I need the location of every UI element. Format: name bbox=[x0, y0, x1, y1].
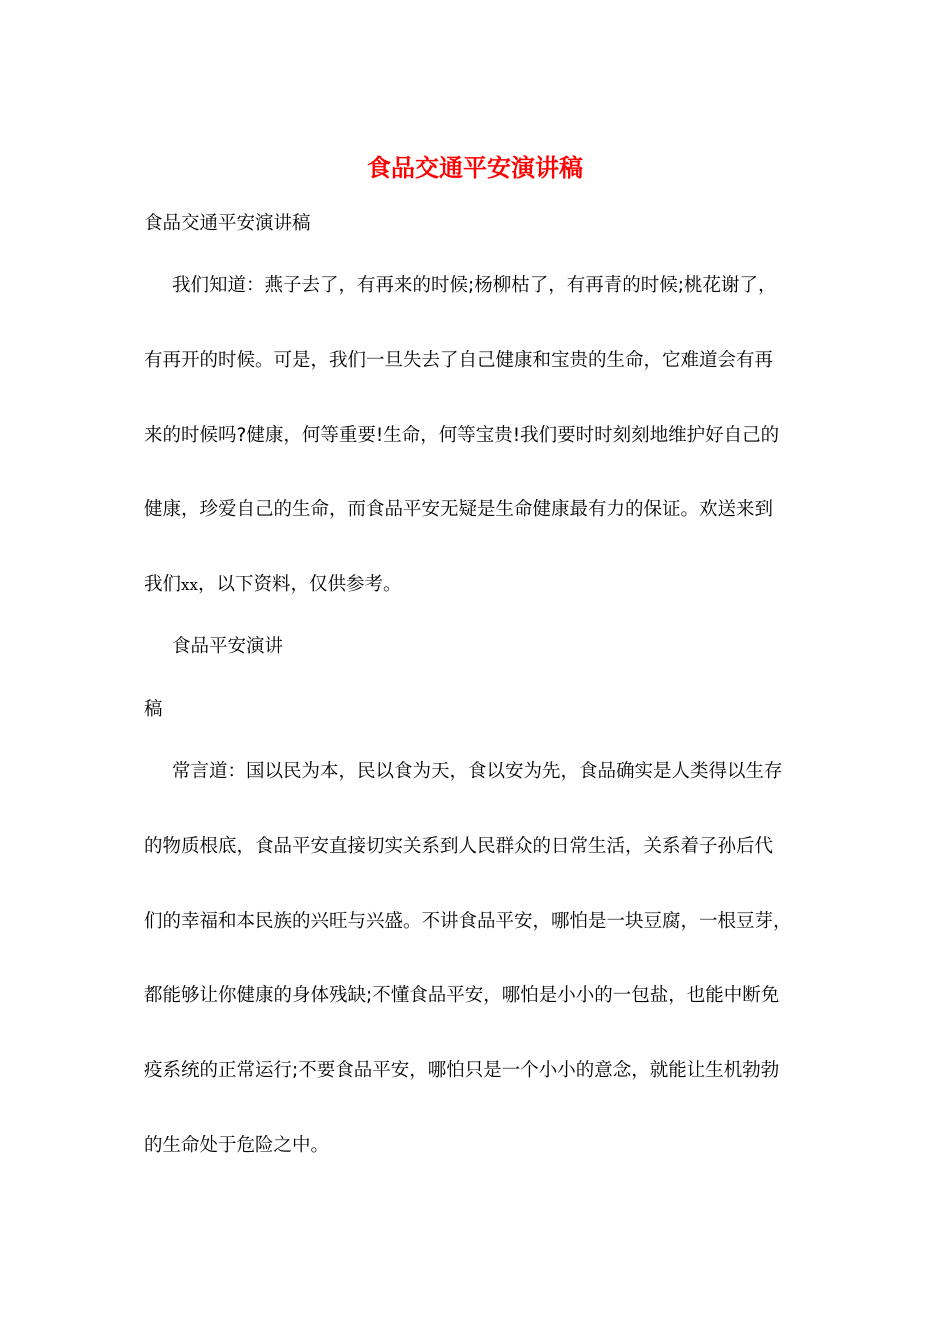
paragraph-1-line-5 bbox=[144, 572, 401, 598]
paragraph-1-line-1: 我们知道：燕子去了，有再来的时候;杨柳枯了，有再青的时候;桃花谢了， bbox=[172, 275, 777, 296]
paragraph-2-line-3: 们的幸福和本民族的兴旺与兴盛。不讲食品平安，哪怕是一块豆腐，一根豆芽， bbox=[144, 911, 792, 932]
placeholder-text: xx bbox=[181, 576, 198, 594]
paragraph-1-line-5-pre: 我们 bbox=[144, 574, 182, 595]
paragraph-1-line-2: 有再开的时候。可是，我们一旦失去了自己健康和宝贵的生命，它难道会有再 bbox=[144, 350, 774, 371]
paragraph-2-line-5: 疫系统的正常运行;不要食品平安，哪怕只是一个小小的意念，就能让生机勃勃 bbox=[144, 1060, 780, 1081]
paragraph-1-line-5-post: ，以下资料，仅供参考。 bbox=[197, 574, 402, 595]
section-heading-line-2: 稿 bbox=[144, 699, 163, 720]
paragraph-2-line-2: 的物质根底，食品平安直接切实关系到人民群众的日常生活，关系着子孙后代 bbox=[144, 836, 774, 857]
paragraph-2-line-1: 常言道：国以民为本，民以食为天，食以安为先，食品确实是人类得以生存 bbox=[172, 761, 783, 782]
paragraph-1-line-4: 健康，珍爱自己的生命，而食品平安无疑是生命健康最有力的保证。欢送来到 bbox=[144, 499, 774, 520]
paragraph-2-line-4: 都能够让你健康的身体残缺;不懂食品平安，哪怕是小小的一包盐，也能中断免 bbox=[144, 985, 780, 1006]
section-heading-line-1: 食品平安演讲 bbox=[172, 636, 284, 657]
document-subtitle: 食品交通平安演讲稿 bbox=[144, 213, 311, 234]
paragraph-2-line-6: 的生命处于危险之中。 bbox=[144, 1135, 330, 1156]
document-title: 食品交通平安演讲稿 bbox=[367, 153, 583, 182]
paragraph-1-line-3: 来的时候吗?健康，何等重要!生命，何等宝贵!我们要时时刻刻地维护好自己的 bbox=[144, 425, 780, 446]
